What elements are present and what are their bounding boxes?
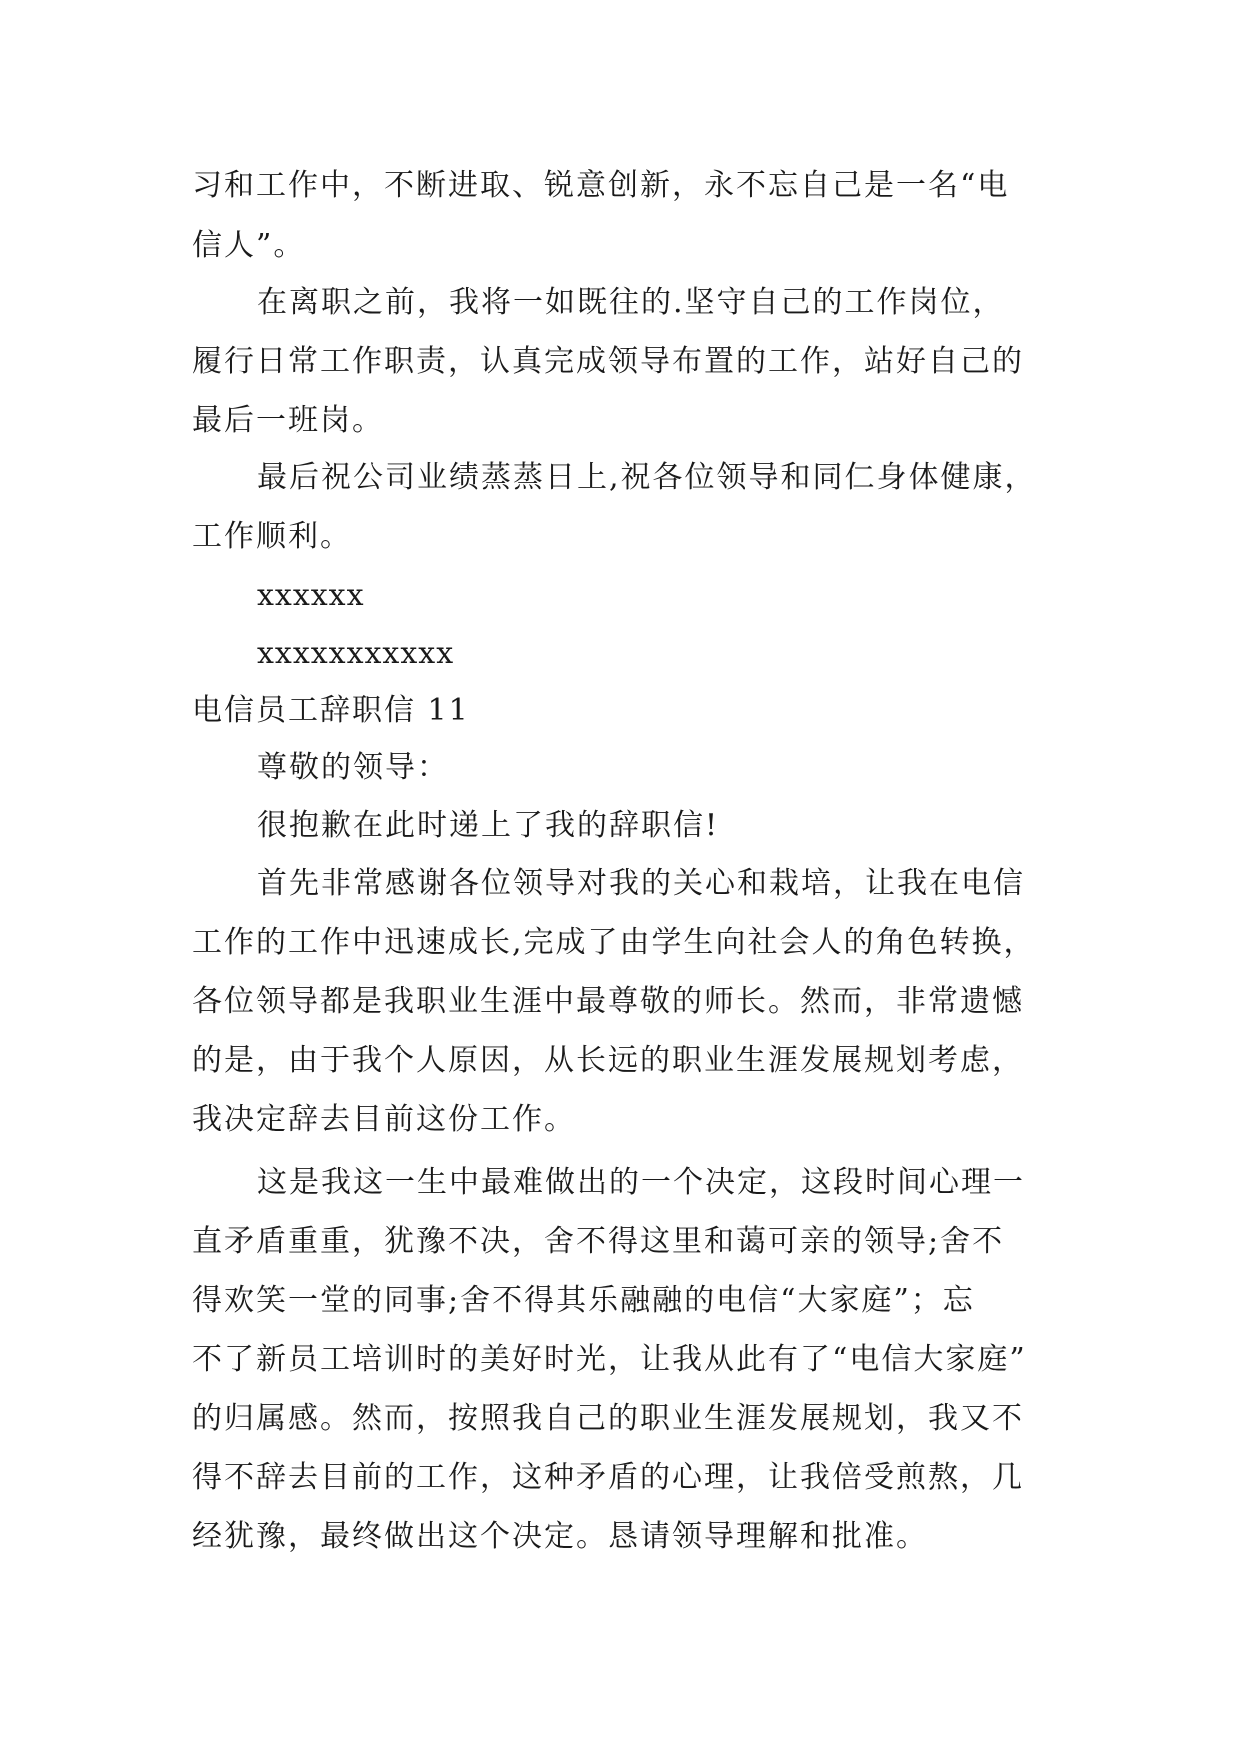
paragraph-5-line-4: 不了新员工培训时的美好时光，让我从此有了“电信大家庭”	[192, 1342, 1027, 1377]
signature-name: xxxxxx	[257, 578, 365, 613]
paragraph-5-line-6: 得不辞去目前的工作，这种矛盾的心理，让我倍受煎熬，几	[192, 1460, 1024, 1495]
paragraph-1-line-1: 习和工作中，不断进取、锐意创新，永不忘自己是一名“电	[192, 168, 1010, 203]
paragraph-5-line-7: 经犹豫，最终做出这个决定。恳请领导理解和批准。	[192, 1519, 928, 1554]
paragraph-2-line-3: 最后一班岗。	[192, 403, 384, 438]
section-title: 电信员工辞职信 11	[192, 693, 470, 728]
paragraph-3-line-2: 工作顺利。	[192, 519, 352, 554]
paragraph-4-line-3: 各位领导都是我职业生涯中最尊敬的师长。然而，非常遗憾	[192, 984, 1024, 1019]
paragraph-5-line-3: 得欢笑一堂的同事;舍不得其乐融融的电信“大家庭”；忘	[192, 1283, 975, 1318]
paragraph-4-line-1: 首先非常感谢各位领导对我的关心和栽培，让我在电信	[257, 866, 1025, 901]
opening-line: 很抱歉在此时递上了我的辞职信!	[257, 808, 720, 843]
paragraph-1-line-2: 信人”。	[192, 228, 306, 263]
signature-date: xxxxxxxxxxx	[257, 636, 455, 671]
paragraph-2-line-2: 履行日常工作职责，认真完成领导布置的工作，站好自己的	[192, 344, 1024, 379]
paragraph-2-line-1: 在离职之前，我将一如既往的.坚守自己的工作岗位，	[257, 285, 1005, 320]
paragraph-5-line-1: 这是我这一生中最难做出的一个决定，这段时间心理一	[257, 1165, 1025, 1200]
paragraph-4-line-5: 我决定辞去目前这份工作。	[192, 1102, 576, 1137]
paragraph-4-line-4: 的是，由于我个人原因，从长远的职业生涯发展规划考虑，	[192, 1043, 1024, 1078]
salutation: 尊敬的领导：	[257, 750, 449, 785]
paragraph-3-line-1: 最后祝公司业绩蒸蒸日上,祝各位领导和同仁身体健康，	[257, 460, 1037, 495]
paragraph-4-line-2: 工作的工作中迅速成长,完成了由学生向社会人的角色转换，	[192, 925, 1036, 960]
paragraph-5-line-5: 的归属感。然而，按照我自己的职业生涯发展规划，我又不	[192, 1401, 1024, 1436]
paragraph-5-line-2: 直矛盾重重，犹豫不决，舍不得这里和蔼可亲的领导;舍不	[192, 1224, 1005, 1259]
